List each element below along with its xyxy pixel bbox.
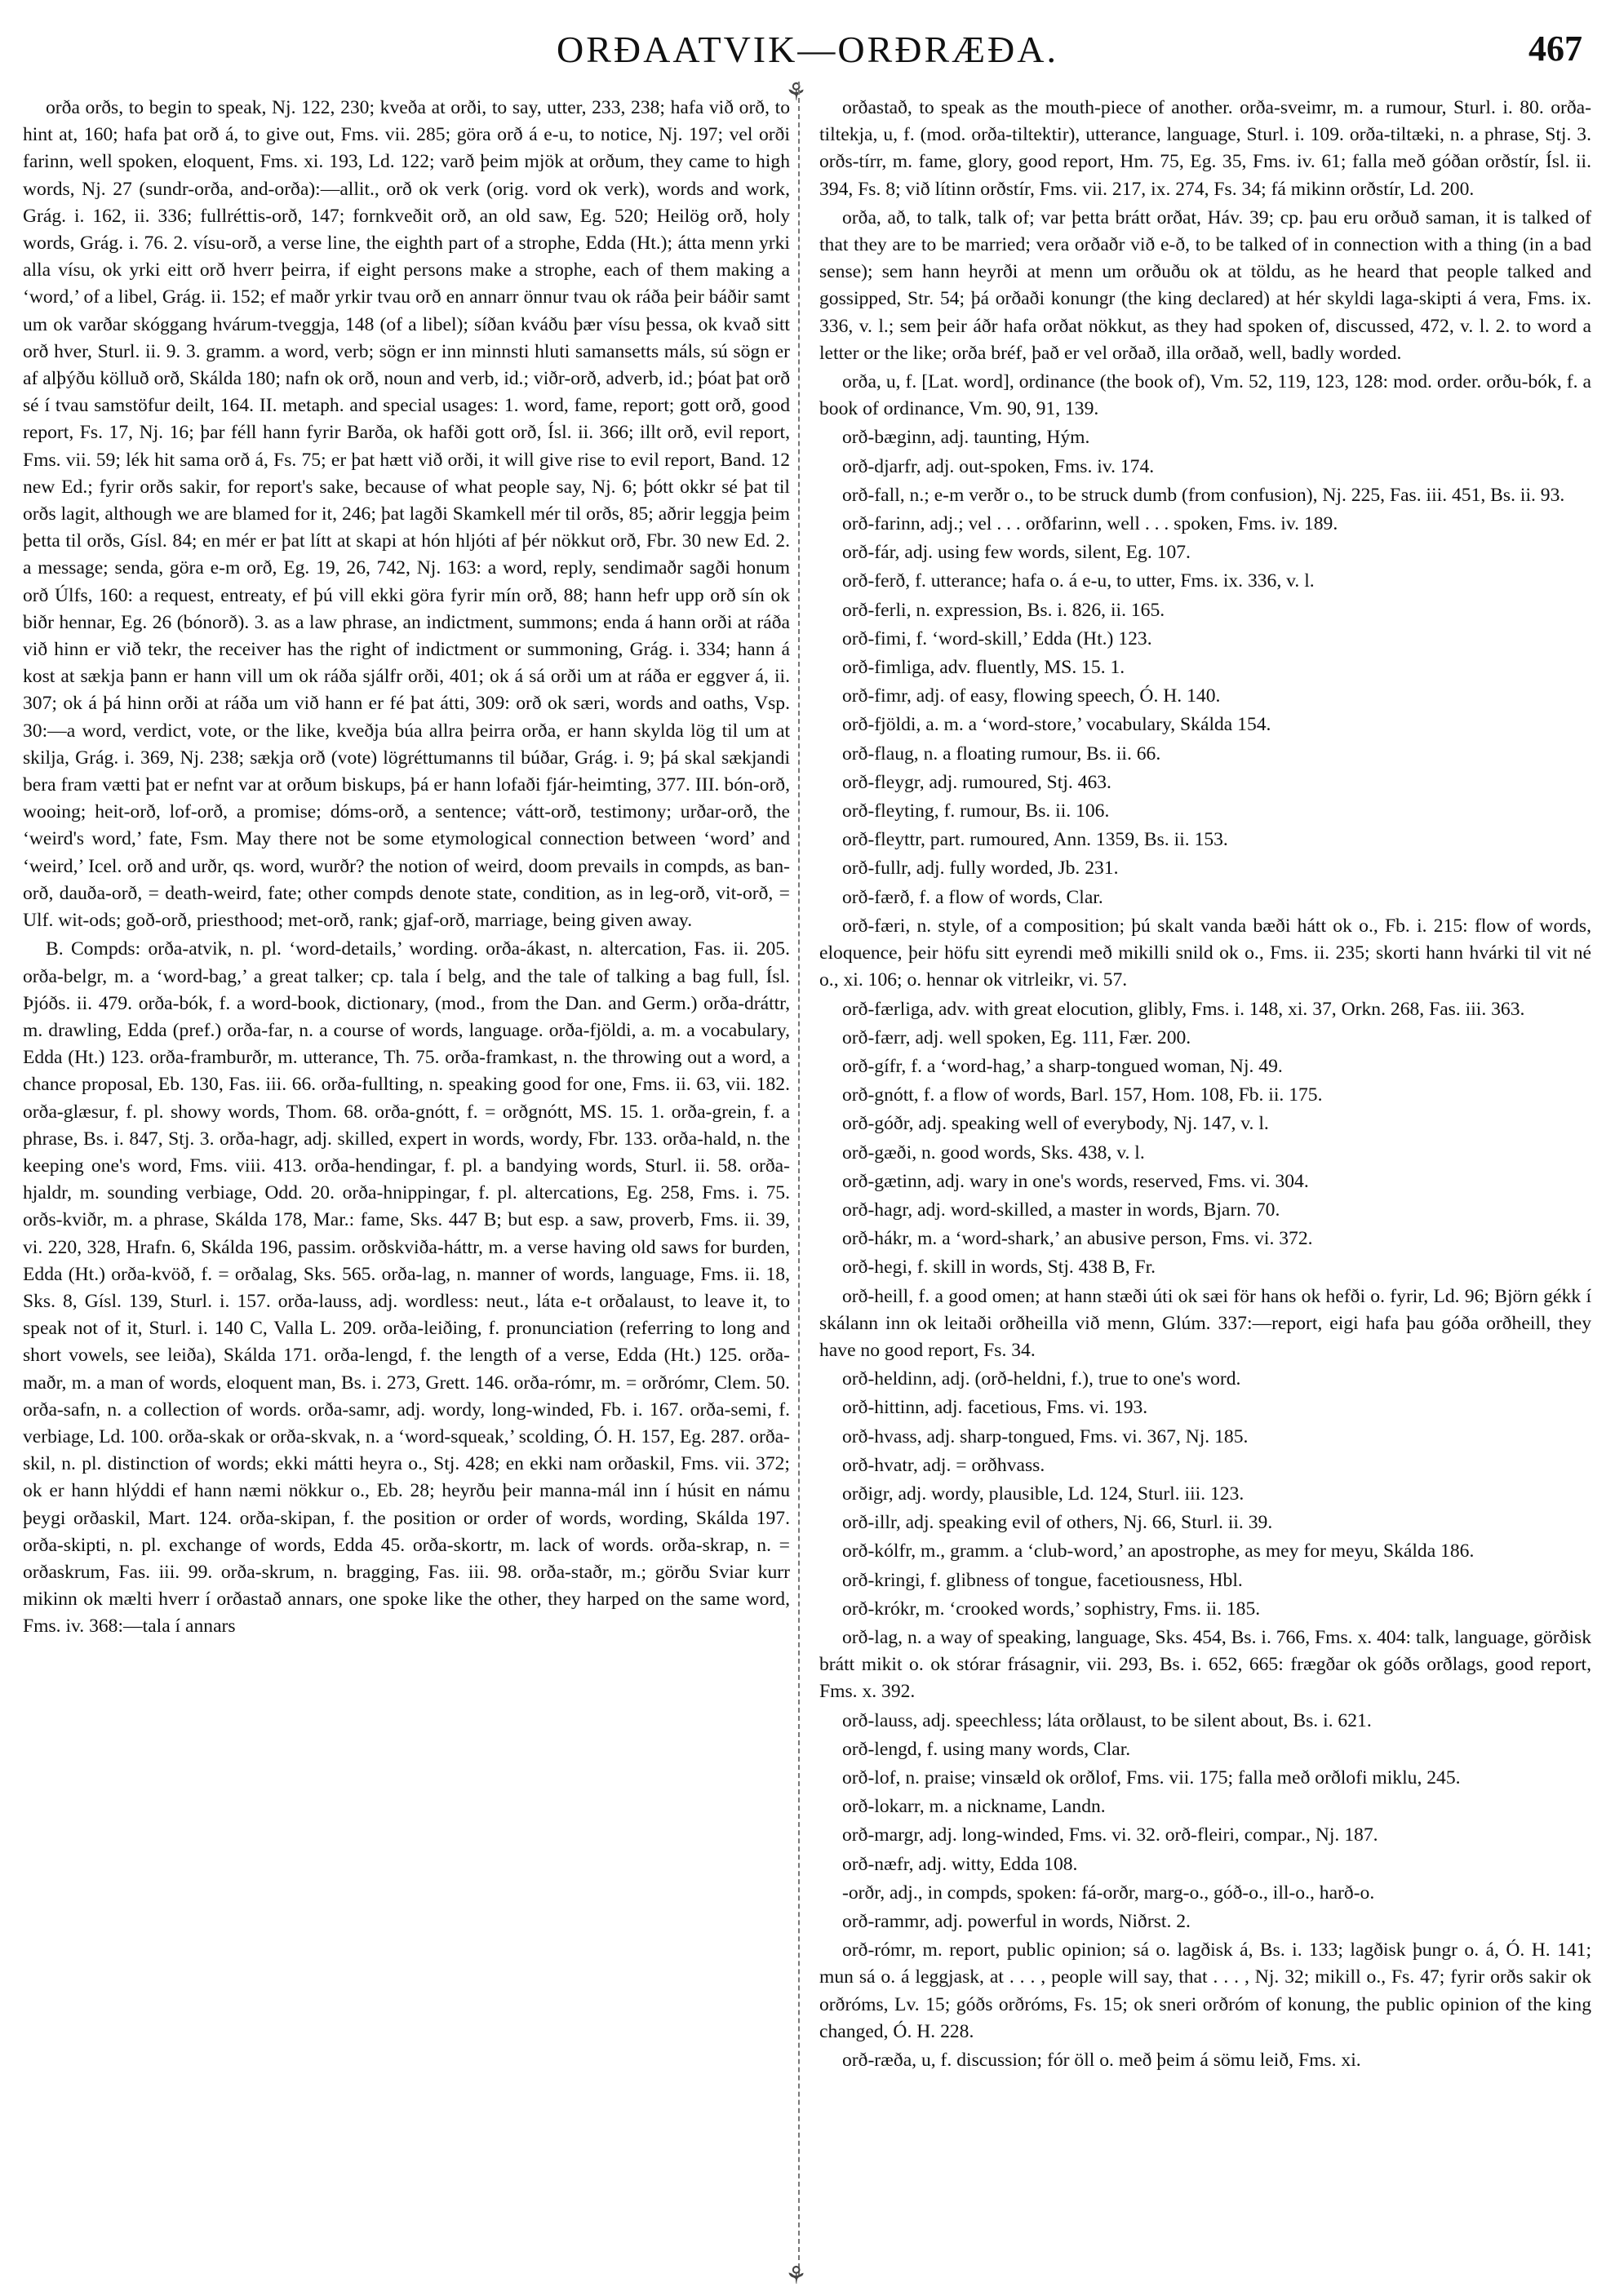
entry-orð-gífr: orð-gífr, f. a ‘word-hag,’ a sharp-tongued woman, Nj. 49. bbox=[842, 1055, 1283, 1077]
entry-orð-góðr: orð-góðr, adj. speaking well of everybody, Nj. 147, v. l. bbox=[842, 1113, 1269, 1135]
entry-orð-fár: orð-fár, adj. using few words, silent, Eg. 107. bbox=[842, 542, 1191, 564]
entry-orð-gnótt: orð-gnótt, f. a flow of words, Barl. 157, Hom. 108, Fb. ii. 175. bbox=[842, 1084, 1323, 1106]
entry-orð-hvass: orð-hvass, adj. sharp-tongued, Fms. vi. 367, Nj. 185. bbox=[842, 1425, 1249, 1447]
entry-orð-hákr: orð-hákr, m. a ‘word-shark,’ an abusive person, Fms. vi. 372. bbox=[842, 1228, 1313, 1250]
entry-orð-heill: orð-heill, f. a good omen; at hann stæði úti ok sæi för hans ok hefði o. fyrir, Ld. 96; Björn gékk í skálann inn ok leitaði orðheilla við menn, Glúm. 337:—report, eigi hafa þau góða orðheill, they have no good report, Fs. 34. bbox=[819, 1285, 1591, 1361]
entry-orð-fall: orð-fall, n.; e-m verðr o., to be struck dumb (from confusion), Nj. 225, Fas. iii. 451, Bs. ii. 93. bbox=[842, 484, 1565, 506]
entry-orð-djarfr: orð-djarfr, adj. out-spoken, Fms. iv. 174. bbox=[842, 455, 1155, 477]
entry-orð-illr: orð-illr, adj. speaking evil of others, Nj. 66, Sturl. ii. 39. bbox=[842, 1512, 1273, 1534]
column-ornament-top-icon: ⚘ bbox=[785, 78, 807, 107]
entry-orðastaðr-continued: orðastað, to speak as the mouth-piece of another. orða-sveimr, m. a rumour, Sturl. i. 80. orða-tiltekja, u, f. (mod. orða-tiltektir), utterance, language, Sturl. i. 109. orða-tiltæki, n. a phrase, Stj. 3. orðs-tírr, m. fame, glory, good report, Hm. 75, Eg. 35, Fms. iv. 61; falla með góðan orðstír, Ísl. ii. 394, Fs. 8; við lítinn orðstír, Fms. vii. 217, ix. 274, Fs. 34; fá mikinn orðstír, Ld. 200. bbox=[819, 97, 1591, 200]
entry-orð-næfr: orð-næfr, adj. witty, Edda 108. bbox=[842, 1853, 1078, 1875]
entry-orð-lokarr: orð-lokarr, m. a nickname, Landn. bbox=[842, 1796, 1106, 1818]
entry-orð-kringi: orð-kringi, f. glibness of tongue, facetiousness, Hbl. bbox=[842, 1569, 1243, 1591]
entry-orð-fleyttr: orð-fleyttr, part. rumoured, Ann. 1359, Bs. ii. 153. bbox=[842, 829, 1228, 851]
entry-orð-færi: orð-færi, n. style, of a composition; þú skalt vanda bæði hátt ok o., Fb. i. 215: flow of words, eloquence, þeir höfu sitt eyrendi með mikilli snild ok o., Fms. ii. 235; skorti hann hvárki til vit né o., xi. 106; o. hennar ok vitrleikr, vi. 57. bbox=[819, 915, 1591, 991]
entry-orð-rómr: orð-rómr, m. report, public opinion; sá o. lagðisk á, Bs. i. 133; lagðisk þungr o. á, Ó. H. 141; mun sá o. á leggjask, at . . . , people will say, that . . . , Nj. 32; mikill o., Fs. 47; fyrir orðs sakir ok orðróms, Lv. 15; góðs orðróms, Fs. 15; ok sneri orðróm of konung, the public opinion of the king changed, Ó. H. 228. bbox=[819, 1939, 1591, 2042]
entry-orð-fjöldi: orð-fjöldi, a. m. a ‘word-store,’ vocabulary, Skálda 154. bbox=[842, 714, 1271, 736]
entry-orð-lengd: orð-lengd, f. using many words, Clar. bbox=[842, 1738, 1131, 1760]
entry-orð-lauss: orð-lauss, adj. speechless; láta orðlaust, to be silent about, Bs. i. 621. bbox=[842, 1709, 1372, 1731]
entry-orð-færð: orð-færð, f. a flow of words, Clar. bbox=[842, 886, 1103, 908]
entry-orðr: -orðr, adj., in compds, spoken: fá-orðr, marg-o., góð-o., ill-o., harð-o. bbox=[842, 1882, 1375, 1904]
entry-orð-ferli: orð-ferli, n. expression, Bs. i. 826, ii. 165. bbox=[842, 599, 1165, 621]
entry-orð-margr: orð-margr, adj. long-winded, Fms. vi. 32. orð-fleiri, compar., Nj. 187. bbox=[842, 1824, 1378, 1846]
right-column bbox=[819, 95, 1591, 2265]
entry-orð-ræða: orð-ræða, u, f. discussion; fór öll o. með þeim á sömu leið, Fms. xi. bbox=[842, 2050, 1361, 2072]
entry-orð-gæði: orð-gæði, n. good words, Sks. 438, v. l. bbox=[842, 1141, 1145, 1164]
entry-orð-gætinn: orð-gætinn, adj. wary in one's words, reserved, Fms. vi. 304. bbox=[842, 1170, 1309, 1192]
page-header bbox=[0, 28, 1615, 77]
entry-orð-fullr: orð-fullr, adj. fully worded, Jb. 231. bbox=[842, 858, 1119, 880]
entry-orð-lof: orð-lof, n. praise; vinsæld ok orðlof, Fms. vii. 175; falla með orðlofi miklu, 245. bbox=[842, 1766, 1461, 1788]
left-column bbox=[23, 95, 790, 2265]
entry-orða-verb: orða, að, to talk, talk of; var þetta brátt orðat, Háv. 39; cp. þau eru orðuð saman, it is talked of that they are to be married; vera orðaðr við e-ð, to be talked of in connection with a thing (in a bad sense); sem hann heyrði at menn um orðuðu ok at töldu, as he heard that people talked and gossipped, Str. 54; þá orðaði konungr (the king declared) at hér skyldi laga-skipti á vera, Fms. ix. 336, v. l.; sem þeir áðr hafa orðat nökkut, as they had spoken of, discussed, 472, v. l. 2. to word a letter or the like; orða bréf, það er vel orðað, illa orðað, well, badly worded. bbox=[819, 206, 1591, 364]
entry-orða-noun: orða, u, f. [Lat. word], ordinance (the book of), Vm. 52, 119, 123, 128: mod. order. orðu-bók, f. a book of ordinance, Vm. 90, 91, 139. bbox=[819, 371, 1591, 420]
entry-orð-fimi: orð-fimi, f. ‘word-skill,’ Edda (Ht.) 123. bbox=[842, 627, 1152, 649]
entry-orð-fimliga: orð-fimliga, adv. fluently, MS. 15. 1. bbox=[842, 657, 1125, 679]
entry-orð-hagr: orð-hagr, adj. word-skilled, a master in words, Bjarn. 70. bbox=[842, 1199, 1280, 1221]
entry-orð-ferð: orð-ferð, f. utterance; hafa o. á e-u, to utter, Fms. ix. 336, v. l. bbox=[842, 570, 1315, 592]
entry-orð-farinn: orð-farinn, adj.; vel . . . orðfarinn, well . . . spoken, Fms. iv. 189. bbox=[842, 513, 1338, 535]
entry-orð-lag: orð-lag, n. a way of speaking, language, Sks. 454, Bs. i. 766, Fms. x. 404: talk, language, görðisk brátt mikit o. ok stórar frásagnir, vii. 293, Bs. i. 652, 665: frægðar ok góðs orðlags, good report, Fms. x. 392. bbox=[819, 1626, 1591, 1703]
entry-compounds: B. Compds: orða-atvik, n. pl. ‘word-details,’ wording. orða-ákast, n. altercation, Fas. ii. 205. orða-belgr, m. a ‘word-bag,’ a great talker; cp. tala í belg, and the tale of talking a bag full, Ísl. Þjóðs. ii. 479. orða-bók, f. a word-book, dictionary, (mod., from the Dan. and Germ.) orða-dráttr, m. drawling, Edda (pref.) orða-far, n. a course of words, language. orða-fjöldi, a. m. a vocabulary, Edda (Ht.) 123. orða-framburðr, m. utterance, Th. 75. orða-framkast, n. the throwing out a word, a chance proposal, Eb. 130, Fas. iii. 66. orða-fullting, n. speaking good for one, Fms. ii. 63, vii. 182. orða-glæsur, f. pl. showy words, Thom. 68. orða-gnótt, f. = orðgnótt, MS. 15. 1. orða-grein, f. a phrase, Bs. i. 847, Stj. 3. orða-hagr, adj. skilled, expert in words, wordy, Fbr. 133. orða-hald, n. the keeping one's word, Fms. viii. 413. orða-hendingar, f. pl. a bandying words, Sturl. ii. 58. orða-hjaldr, m. sounding verbiage, Odd. 20. orða-hnippingar, f. pl. altercations, Eg. 258, Fms. i. 75. orðs-kviðr, m. a phrase, Skálda 178, Mar.: fame, Sks. 447 B; but esp. a saw, proverb, Fms. ii. 39, vi. 220, 328, Hrafn. 6, Skálda 196, passim. orðskviða-háttr, m. a verse having old saws for burden, Edda (Ht.) orða-kvöð, f. = orðalag, Sks. 565. orða-lag, n. manner of words, language, Fms. ii. 18, Sks. 8, Gísl. 139, Sturl. i. 157. orða-lauss, adj. wordless: neut., láta e-t orðalaust, to leave it, to speak not of it, Sturl. i. 140 C, Valla L. 209. orða-leiðing, f. pronunciation (referring to long and short vowels, see leiða), Skálda 171. orða-lengd, f. the length of a verse, Edda (Ht.) 125. orða-maðr, m. a man of words, eloquent man, Bs. i. 273, Grett. 146. orða-rómr, m. = orðrómr, Clem. 50. orða-safn, n. a collection of words. orða-samr, adj. wordy, long-winded, Fb. i. 167. orða-semi, f. verbiage, Ld. 100. orða-skak or orða-skvak, n. a ‘word-squeak,’ scolding, Ó. H. 157, Eg. 287. orða-skil, n. pl. distinction of words; ekki mátti heyra o., Stj. 428; en ekki nam orðaskil, Fms. vii. 372; ok er hann hlýddi ef hann næmi nökkur o., Eb. 28; heyrðu þeir manna-mál inn í húsit en námu þeygi orðaskil, Mart. 124. orða-skipan, f. the position or order of words, wording, Skálda 197. orða-skipti, n. pl. exchange of words, Edda 45. orða-skortr, m. lack of words. orða-skrap, n. = orðaskrum, Fas. iii. 99. orða-skrum, n. bragging, Fas. iii. 98. orða-staðr, m.; görðu Sviar kurr mikinn ok mælti hverr í orðastað annars, one spoke like the other, they harped on the same word, Fms. iv. 368:—tala í annars bbox=[23, 938, 790, 1638]
entry-orð-hegi: orð-hegi, f. skill in words, Stj. 438 B, Fr. bbox=[842, 1257, 1156, 1279]
entry-orð-heldinn: orð-heldinn, adj. (orð-heldni, f.), true to one's word. bbox=[842, 1368, 1241, 1390]
entry-orðigr: orðigr, adj. wordy, plausible, Ld. 124, Sturl. iii. 123. bbox=[842, 1483, 1245, 1505]
page-number: 467 bbox=[1528, 29, 1582, 69]
entry-orð-bæginn: orð-bæginn, adj. taunting, Hým. bbox=[842, 427, 1090, 449]
entry-orð-færr: orð-færr, adj. well spoken, Eg. 111, Fær. 200. bbox=[842, 1026, 1191, 1048]
entry-orð-flaug: orð-flaug, n. a floating rumour, Bs. ii. 66. bbox=[842, 742, 1161, 765]
entry-orð-fleygr: orð-fleygr, adj. rumoured, Stj. 463. bbox=[842, 771, 1111, 793]
column-ornament-bottom-icon: ⚘ bbox=[785, 2262, 807, 2290]
entry-orð-færliga: orð-færliga, adv. with great elocution, glibly, Fms. i. 148, xi. 37, Orkn. 268, Fas. iii. 363. bbox=[842, 998, 1525, 1020]
entry-orð-fleyting: orð-fleyting, f. rumour, Bs. ii. 106. bbox=[842, 800, 1110, 822]
entry-orð-krókr: orð-krókr, m. ‘crooked words,’ sophistry, Fms. ii. 185. bbox=[842, 1598, 1261, 1620]
entry-orð-rammr: orð-rammr, adj. powerful in words, Niðrst. 2. bbox=[842, 1911, 1191, 1932]
column-divider bbox=[798, 82, 800, 2276]
entry-orð-kólfr: orð-kólfr, m., gramm. a ‘club-word,’ an apostrophe, as mey for meyu, Skálda 186. bbox=[842, 1540, 1475, 1562]
entry-orð-continued: orða orðs, to begin to speak, Nj. 122, 230; kveða at orði, to say, utter, 233, 238; hafa við orð, to hint at, 160; hafa þat orð á, to give out, Fms. vii. 285; göra orð á e-u, to notice, Nj. 197; vel orði farinn, well spoken, eloquent, Fms. xi. 193, Ld. 122; varð þeim mjök at orðum, they came to high words, Nj. 27 (sundr-orða, and-orða):—allit., orð ok verk (orig. vord ok verk), words and work, Grág. i. 162, ii. 336; fullréttis-orð, 147; fornkveðit orð, an old saw, Eg. 520; Heilög orð, holy words, Grág. i. 76. 2. vísu-orð, a verse line, the eighth part of a strophe, Edda (Ht.); átta menn yrki alla vísu, ok yrki eitt orð hverr þeirra, if eight persons make a strophe, each of them making a ‘word,’ of a libel, Grág. ii. 152; ef maðr yrkir tvau orð en annarr önnur tvau ok ráða þeir báðir samt um ok varðar skóggang hvárum-tveggja, 148 (of a libel); síðan kváðu þær vísu þessa, ok kvað sitt orð hver, Sturl. ii. 9. 3. gramm. a word, verb; sögn er inn minnsti hluti samansetts máls, sú sögn er af alþýðu kölluð orð, Skálda 180; nafn ok orð, noun and verb, id.; viðr-orð, adverb, id.; þóat þat orð sé í tvau samstöfur deilt, 164. II. metaph. and special usages: 1. word, fame, report; gott orð, good report, Fs. 17, Nj. 16; þar féll hann fyrir Barða, ok hafði gott orð, Ísl. ii. 366; illt orð, evil report, Fms. vii. 59; lék hit sama orð á, Fs. 75; er þat hætt við orði, it will give rise to evil report, Band. 12 new Ed.; fyrir orðs sakir, for report's sake, because of what people say, Nj. 6; þótt okkr sé þat til orðs lagit, although we are blamed for it, 246; þat lagði Skamkell mér til orðs, 85; aðrir leggja þeim þetta til orðs, Gísl. 84; en mér er þat lítt at skapi at hón hljóti af þér nökkut orð, Fbr. 30 new Ed. 2. a message; senda, göra e-m orð, Eg. 19, 26, 742, Nj. 163: a word, reply, sendimaðr sagði honum orð Úlfs, 160: a request, entreaty, ef þú vill ekki göra fyrir mín orð, 88; hann hefr upp orð sín ok biðr hennar, Eg. 26 (bónorð). 3. as a law phrase, an indictment, summons; enda á hann orði at ráða við hinn er við tekr, the receiver has the right of indictment or summoning, Grág. i. 334; hann á kost at sækja þann er hann vill um ok ráða sjálfr orði, 401; ok á sá orði um at ráða er eggver á, ii. 307; ok á þá hinn orði at ráða um við hann er fé þat átti, 309: orð ok særi, words and oaths, Vsp. 30:—a word, verdict, vote, or the like, kveðja búa allra þeirra orða, er hann skylda lög til um at skilja, Grág. i. 369, Nj. 238; sækja orð (vote) lögréttumanns til búðar, Grág. i. 9; þá skal sækjandi bera fram vætti þat er nefnt var at orðum biskups, þá er hann lofaði fjár-heimting, 377. III. bón-orð, wooing; heit-orð, lof-orð, a promise; dóms-orð, a sentence; vátt-orð, testimony; urðar-orð, the ‘weird's word,’ fate, Fsm. May there not be some etymological connection between ‘word’ and ‘weird,’ Icel. orð and urðr, qs. word, wurðr? the notion of weird, doom prevails in compds, as ban-orð, dauða-orð, = death-weird, fate; other compds denote state, condition, as in leg-orð, vit-orð, = Ulf. wit-ods; goð-orð, priesthood; met-orð, rank; gjaf-orð, marriage, being given away. bbox=[23, 97, 790, 932]
entry-orð-hittinn: orð-hittinn, adj. facetious, Fms. vi. 193. bbox=[842, 1397, 1148, 1419]
page-title: ORÐAATVIK—ORÐRÆÐA. bbox=[557, 29, 1058, 70]
entry-orð-fimr: orð-fimr, adj. of easy, flowing speech, Ó. H. 140. bbox=[842, 685, 1221, 707]
entry-orð-hvatr: orð-hvatr, adj. = orðhvass. bbox=[842, 1454, 1045, 1476]
